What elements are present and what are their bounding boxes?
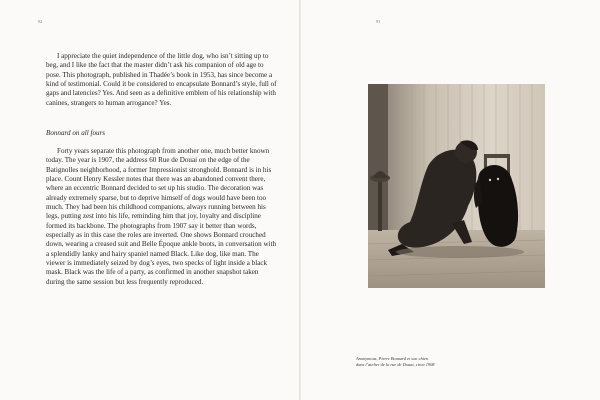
right-page <box>301 0 600 400</box>
photo-caption <box>356 356 496 368</box>
left-page <box>0 0 299 400</box>
section-subheading: Bonnard on all fours <box>46 129 106 137</box>
body-paragraph-1: I appreciate the quiet independence of the little dog, who isn’t sitting up to beg, and I like the fact that the master didn’t ask his companion of old age to pose. This photograph, published in Thadée’s book in 1953, has since become a kind of testimonial. Could it be considered to encapsulate Bonnard’s style, full of gaps and latencies? Yes. And seen as a definitive emblem of his relationship with canines, strangers to human arrogance? Yes. <box>46 52 277 107</box>
body-paragraph-2: Forty years separate this photograph from another one, much better known today. The year is 1907, the address 60 Rue de Douai on the edge of the Batignolles neighborhood, a former Impressionist stronghold. Bonnard is in his place. Count Henry Kessler notes that there was an abandoned convent there, where an eccentric Bonnard decided to set up his studio. The decoration was already extremely sparse, but to deprive himself of dogs would have been too much. They had been his childhood companions, always running between his legs, putting zest into his life, reminding him that joy, loyalty and discipline formed its backbone. The photographs from 1907 say it better than words, especially as in this case the roles are inverted. One shows Bonnard crouched down, wearing a creased suit and Belle Époque ankle boots, in conversation with a splendidly lanky and hairy spaniel named Black. Like dog, like man. The viewer is immediately seized by dog’s eyes, two specks of light inside a black mask. Black was the life of a party, as confirmed in another snapshot taken during the same session but less frequently reproduced. <box>46 147 277 286</box>
caption-line-2: dans l’atelier de la rue de Douai, circa 1908 <box>356 362 435 368</box>
photograph-bonnard-and-dog <box>368 84 545 288</box>
page-number-right: 93 <box>376 19 381 24</box>
caption-line-1: Anonymous, Pierre Bonnard et son chien <box>356 356 429 361</box>
page-number-left: 92 <box>38 19 43 24</box>
